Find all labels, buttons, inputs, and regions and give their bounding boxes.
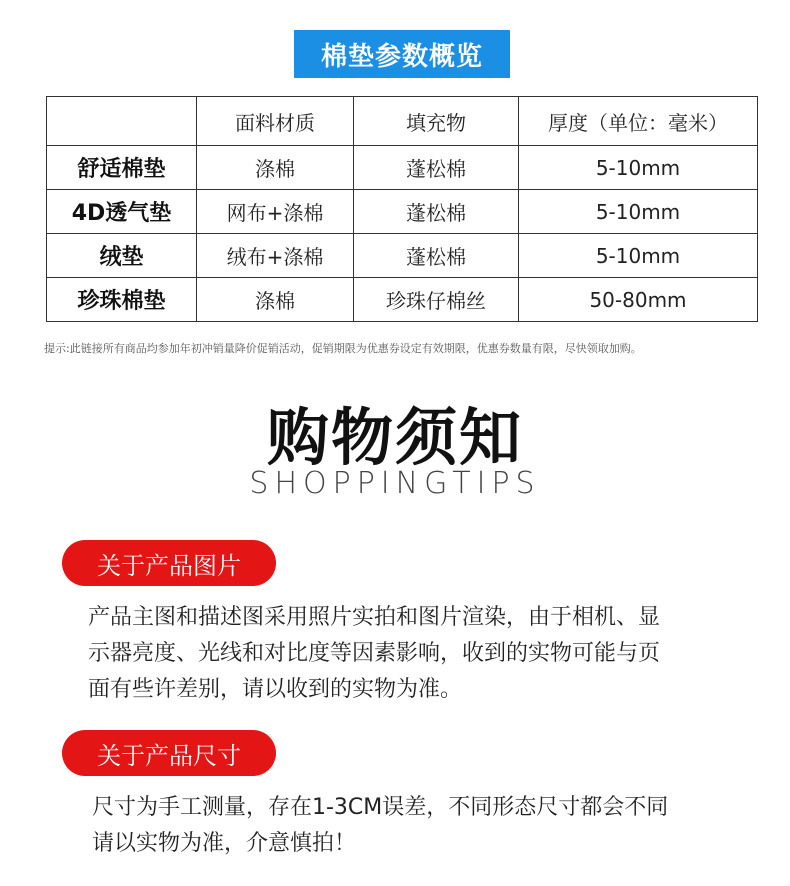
section-heading-product-images: 关于产品图片 [62,540,276,586]
fabric-cell: 绒布+涤棉 [197,234,354,278]
table-banner-title: 棉垫参数概览 [294,30,510,78]
thickness-cell: 50-80mm [519,278,758,322]
header-cell-fabric: 面料材质 [197,97,354,146]
header-cell-empty [47,97,197,146]
text-line: 尺寸为手工测量，存在1-3CM误差，不同形态尺寸都会不同 [92,795,669,820]
row-name-cell: 4D透气垫 [47,190,197,234]
table-row [47,234,758,278]
text-line: 面有些许差别，请以收到的实物为准。 [88,677,463,702]
fabric-cell: 涤棉 [197,146,354,190]
spec-table [46,96,758,322]
section-heading-product-size: 关于产品尺寸 [62,730,276,776]
filling-cell: 蓬松棉 [354,234,519,278]
table-row [47,278,758,322]
header-cell-thickness: 厚度（单位：毫米） [519,97,758,146]
thickness-cell: 5-10mm [519,234,758,278]
row-name-cell: 珍珠棉垫 [47,278,197,322]
promotion-note: 提示:此链接所有商品均参加年初冲销量降价促销活动，促销期限为优惠券设定有效期限，优惠券数量有限，尽快领取加购。 [44,342,642,355]
filling-cell: 蓬松棉 [354,146,519,190]
table-row [47,146,758,190]
table-header-row [47,97,758,146]
thickness-cell: 5-10mm [519,190,758,234]
product-images-text [88,600,660,708]
thickness-cell: 5-10mm [519,146,758,190]
shopping-tips-subtitle: SHOPPINGTIPS [249,466,541,501]
text-line: 产品主图和描述图采用照片实拍和图片渲染，由于相机、显 [88,605,661,630]
filling-cell: 蓬松棉 [354,190,519,234]
row-name-cell: 绒垫 [47,234,197,278]
product-size-text [92,790,668,862]
fabric-cell: 网布+涤棉 [197,190,354,234]
shopping-tips-title: 购物须知 [266,401,523,474]
table-row [47,190,758,234]
text-line: 示器亮度、光线和对比度等因素影响，收到的实物可能与页 [88,641,661,666]
fabric-cell: 涤棉 [197,278,354,322]
text-line: 请以实物为准，介意慎拍！ [92,831,357,856]
row-name-cell: 舒适棉垫 [47,146,197,190]
header-cell-filling: 填充物 [354,97,519,146]
filling-cell: 珍珠仔棉丝 [354,278,519,322]
